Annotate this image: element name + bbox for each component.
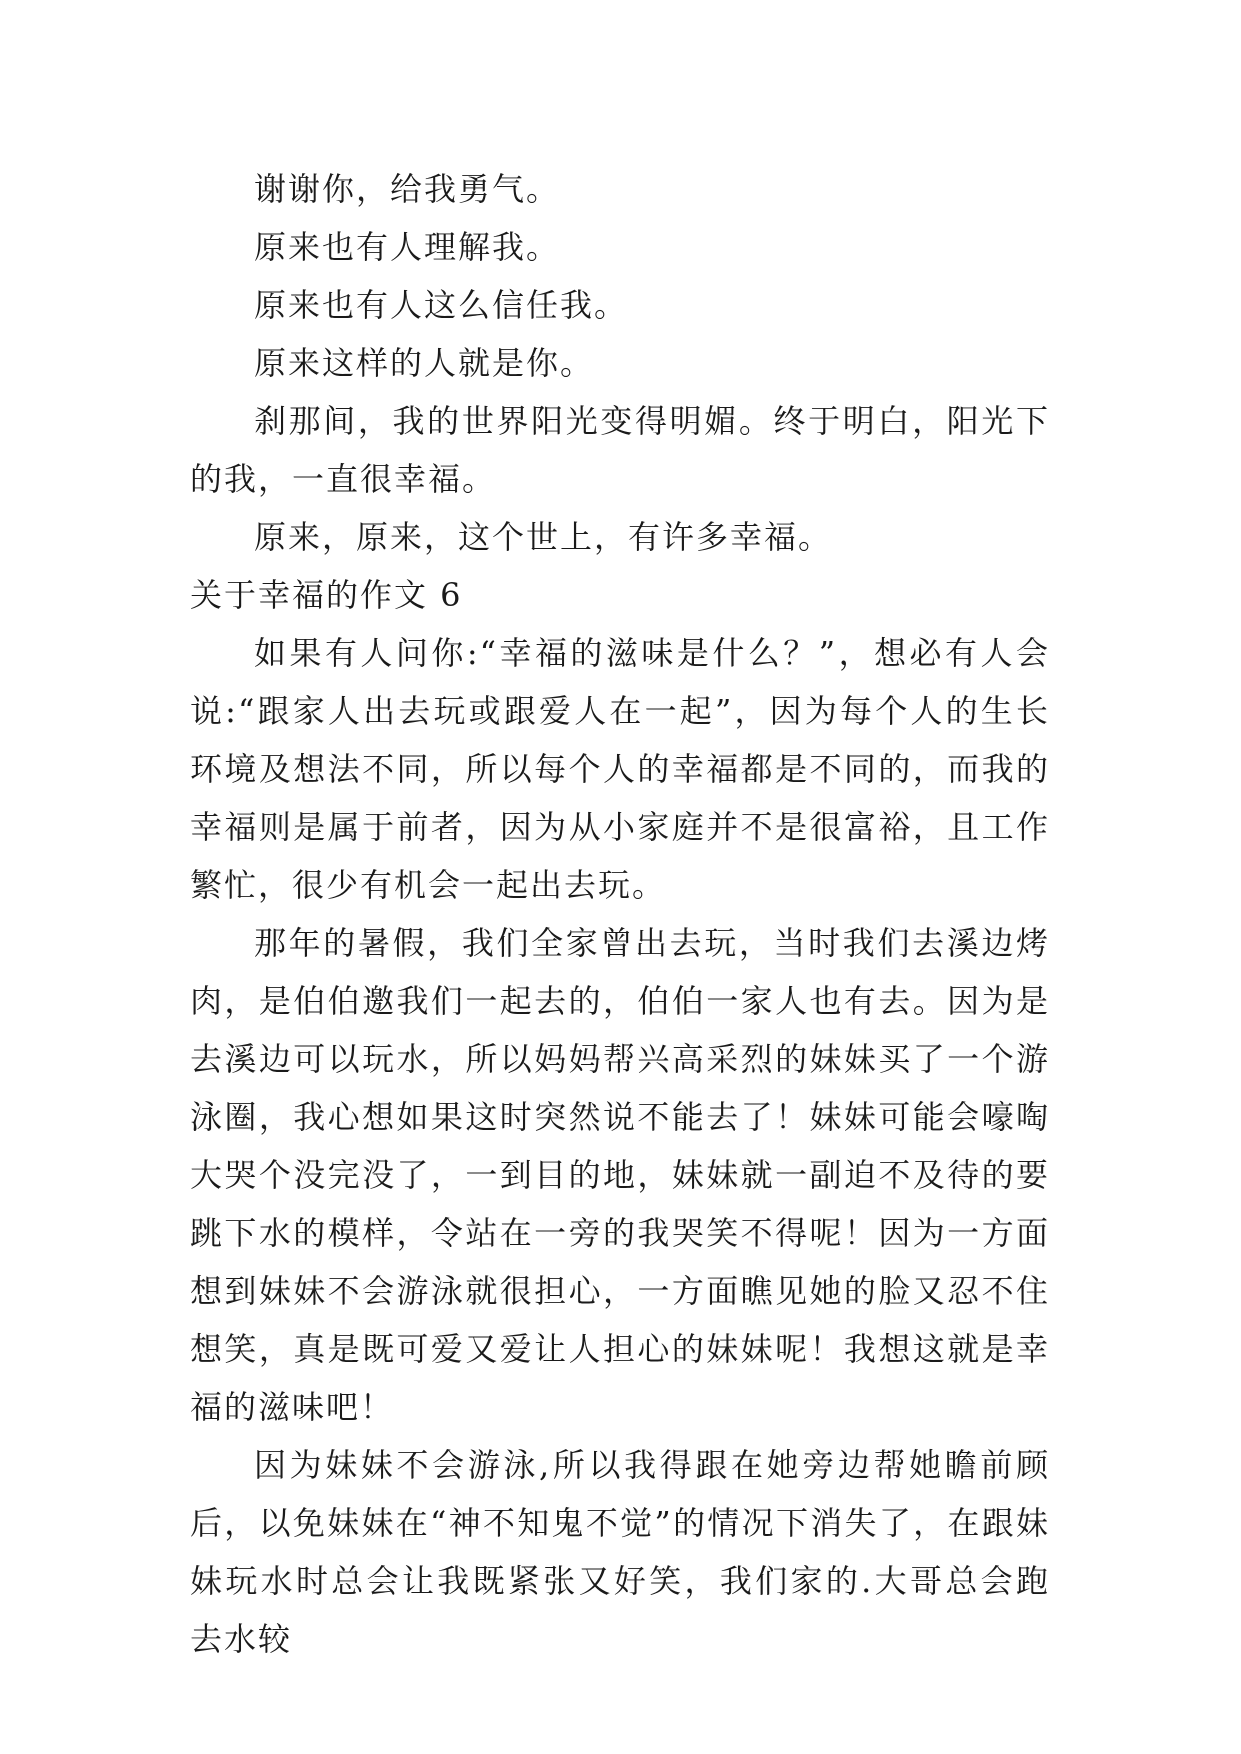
- paragraph-summer-vacation: 那年的暑假，我们全家曾出去玩，当时我们去溪边烤肉，是伯伯邀我们一起去的，伯伯一家人也有去。因为是去溪边可以玩水，所以妈妈帮兴高采烈的妹妹买了一个游泳圈，我心想如果这时突然说不能去了！妹妹可能会嚎啕大哭个没完没了，一到目的地，妹妹就一副迫不及待的要跳下水的模样，令站在一旁的我哭笑不得呢！因为一方面想到妹妹不会游泳就很担心，一方面瞧见她的脸又忍不住想笑，真是既可爱又爱让人担心的妹妹呢！我想这就是幸福的滋味吧！: [190, 924, 1050, 1426]
- paragraph-taste-of-happiness: 如果有人问你:“幸福的滋味是什么？”，想必有人会说:“跟家人出去玩或跟爱人在一起”，因为每个人的生长环境及想法不同，所以每个人的幸福都是不同的，而我的幸福则是属于前者，因为从小家庭并不是很富裕，且工作繁忙，很少有机会一起出去玩。: [190, 634, 1050, 904]
- paragraph-sunshine: 刹那间，我的世界阳光变得明媚。终于明白，阳光下的我，一直很幸福。: [190, 402, 1050, 498]
- paragraph-swimming: 因为妹妹不会游泳,所以我得跟在她旁边帮她瞻前顾后，以免妹妹在“神不知鬼不觉”的情况下消失了，在跟妹妹玩水时总会让我既紧张又好笑，我们家的.大哥总会跑去水较: [190, 1446, 1050, 1658]
- paragraph-many-happiness: 原来，原来，这个世上，有许多幸福。: [254, 518, 833, 556]
- section-heading: 关于幸福的作文 6: [190, 576, 463, 614]
- paragraph-trust: 原来也有人这么信任我。: [254, 286, 629, 324]
- paragraph-understand: 原来也有人理解我。: [254, 228, 561, 266]
- paragraph-thanks: 谢谢你，给我勇气。: [254, 170, 561, 208]
- paragraph-you: 原来这样的人就是你。: [254, 344, 595, 382]
- document-body: [190, 160, 1050, 1668]
